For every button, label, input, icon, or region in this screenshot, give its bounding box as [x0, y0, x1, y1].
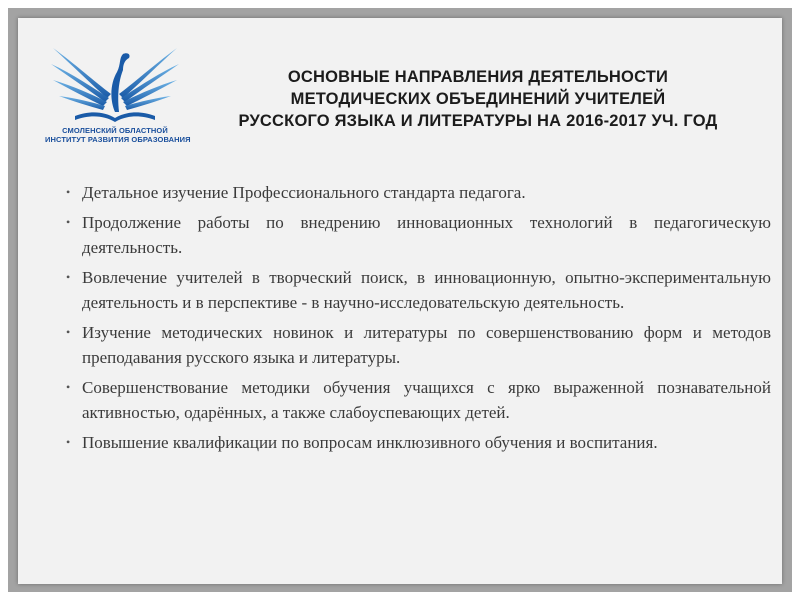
- list-item: [66, 430, 771, 455]
- bullet-icon: •: [66, 325, 71, 339]
- bullet-icon: •: [66, 435, 71, 449]
- list-item-text: Продолжение работы по внедрению инновационных технологий в педагогическую деятельность.: [82, 213, 771, 257]
- bullet-icon: •: [66, 270, 71, 284]
- list-item: [66, 265, 771, 315]
- title-line-3: РУССКОГО ЯЗЫКА И ЛИТЕРАТУРЫ НА 2016-2017 УЧ. ГОД: [238, 112, 718, 130]
- list-item-text: Вовлечение учителей в творческий поиск, в инновационную, опытно-экспериментальную деятельность и в перспективе - в научно-исследовательскую деятельность.: [82, 268, 771, 312]
- slide-panel: [18, 18, 782, 584]
- list-item-text: Повышение квалификации по вопросам инклюзивного обучения и воспитания.: [82, 433, 658, 452]
- bullet-list: [66, 180, 771, 460]
- list-item-text: Детальное изучение Профессионального стандарта педагога.: [82, 183, 526, 202]
- bullet-icon: •: [66, 380, 71, 394]
- list-item: [66, 375, 771, 425]
- list-item: [66, 180, 771, 205]
- slide-background: [8, 8, 792, 592]
- list-item-text: Изучение методических новинок и литературы по совершенствованию форм и методов преподавания русского языка и литературы.: [82, 323, 771, 367]
- logo-caption-line2: ИНСТИТУТ РАЗВИТИЯ ОБРАЗОВАНИЯ: [45, 135, 191, 144]
- title-line-1: ОСНОВНЫЕ НАПРАВЛЕНИЯ ДЕЯТЕЛЬНОСТИ: [287, 68, 669, 86]
- bullet-icon: •: [66, 215, 71, 229]
- list-item: [66, 320, 771, 370]
- bullet-icon: •: [66, 185, 71, 199]
- title-line-2: МЕТОДИЧЕСКИХ ОБЪЕДИНЕНИЙ УЧИТЕЛЕЙ: [290, 90, 666, 108]
- list-item: [66, 210, 771, 260]
- page-title: [183, 66, 773, 132]
- list-item-text: Совершенствование методики обучения учащихся с ярко выраженной познавательной активностью, одарённых, а также слабоуспевающих детей.: [82, 378, 771, 422]
- bird-book-logo-icon: [45, 32, 185, 126]
- institute-logo: [45, 32, 191, 144]
- logo-caption-line1: СМОЛЕНСКИЙ ОБЛАСТНОЙ: [62, 126, 168, 135]
